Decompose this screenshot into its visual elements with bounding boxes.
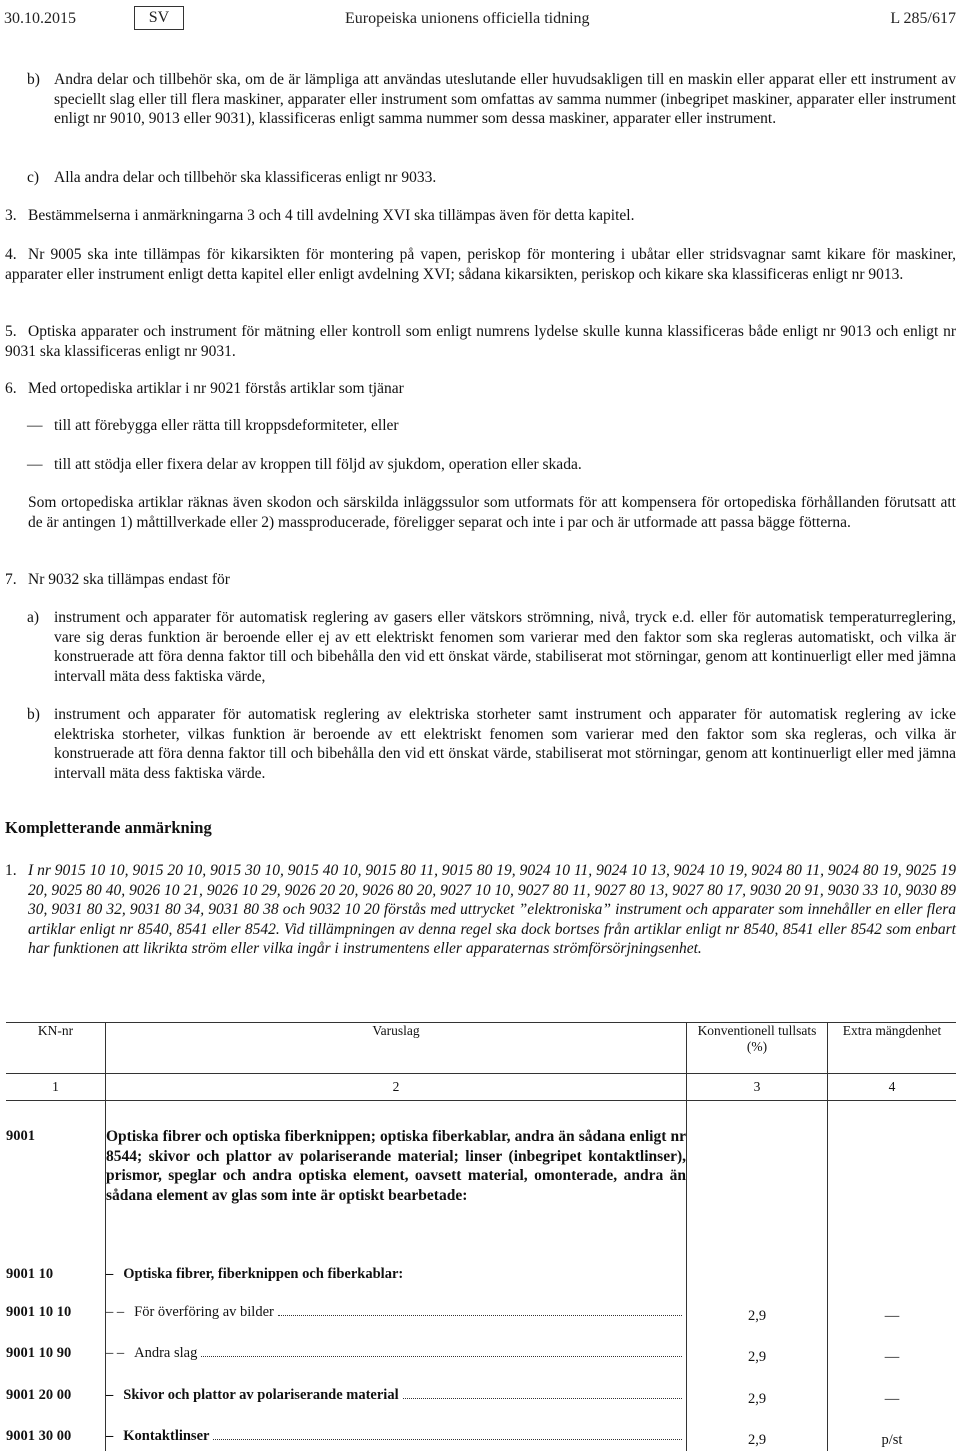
prefix-dash: –: [106, 1266, 114, 1282]
kn-code: 9001 30 00: [6, 1428, 72, 1444]
item-description: Kontaktlinser: [123, 1428, 210, 1444]
kn-code: 9001: [6, 1128, 35, 1144]
dash-mark: —: [27, 417, 43, 434]
header-date: 30.10.2015: [4, 10, 76, 27]
note-7a-text: instrument och apparater för automatisk reglering av gasers eller vätskors strömning, nivå, tryck e.d. eller för automatisk temperaturreglering, vare sig deras funktion är beroende eller ej av ett elektriskt fenomen som varierar med den faktor som ska regleras automatiskt, och vilka är konstruerade att föra denna faktor till och bibehålla den vid ett önskat värde, stabiliserat mot störningar, genom att kontinuerligt eller med jämna intervall mäta dess faktiska värde,: [54, 609, 956, 685]
supplementary-1-text: I nr 9015 10 10, 9015 20 10, 9015 30 10, 9015 40 10, 9015 80 11, 9015 80 19, 9024 10 11, 9024 10 13, 9024 10 19, 9024 80 11, 9024 80 19, 9025 19 20, 9025 80 40, 9026 10 21, 9026 10 29, 9026 20 20, 9026 80 20, 9027 10 10, 9027 80 11, 9027 80 13, 9027 80 17, 9030 20 91, 9030 33 10, 9030 89 30, 9031 80 32, 9031 80 34, 9031 80 38 och 9032 10 20 förstås med uttrycket ”elektroniska” instrument och apparater som innehåller en eller flera artiklar enligt nr 8540, 8541 eller 8542. Vid tillämpningen av denna regel ska dock bortses från artiklar enligt nr 8540, 8541 eller 8542 som enbart har funktionen att likrikta ström eller vilka ingår i instrumentens eller apparaternas strömförsörjningsenhet.: [28, 862, 956, 957]
col-number-4: 4: [828, 1074, 957, 1101]
supplementary-unit: [828, 1101, 957, 1246]
kn-code: 9001 10: [6, 1266, 54, 1282]
duty-rate: [687, 1245, 828, 1285]
supplementary-unit: [828, 1245, 957, 1285]
note-4-text: Nr 9005 ska inte tillämpas för kikarsikten för montering på vapen, periskop för montering i ubåtar eller stridsvagnar samt kikare för maskiner, apparater eller instrument enligt detta kapitel eller enligt avdelning XVI; sådana kikarsikten, periskop och kikare ska klassificeras enligt nr 9013.: [5, 246, 956, 283]
item-description-cell: [106, 1285, 687, 1327]
duty-rate: [687, 1101, 828, 1246]
note-5-text: Optiska apparater och instrument för mätning eller kontroll som enligt numrens lydelse skulle kunna klassificeras både enligt nr 9013 och enligt nr 9031 ska klassificeras enligt nr 9031.: [5, 323, 956, 360]
prefix-dash: –: [106, 1428, 114, 1444]
table-row: [6, 1368, 956, 1410]
note-4-label: 4.: [5, 246, 17, 263]
col-header-desc: Varuslag: [106, 1023, 687, 1074]
dot-leader: [278, 1315, 682, 1316]
note-7a-label: a): [27, 609, 40, 626]
item-description-cell: [106, 1326, 687, 1368]
note-5-label: 5.: [5, 323, 17, 340]
page-number: L 285/617: [890, 10, 956, 27]
col-header-unit: Extra mängdenhet: [828, 1023, 957, 1074]
table-header-row: [6, 1023, 956, 1074]
col-number-1: 1: [6, 1074, 106, 1101]
item-b-label: b): [27, 71, 40, 88]
table-row: [6, 1326, 956, 1368]
note-7-text: Nr 9032 ska tillämpas endast för: [28, 571, 230, 588]
note-7b-label: b): [27, 706, 40, 723]
duty-rate: 2,9: [687, 1368, 828, 1410]
item-description-cell: [106, 1409, 687, 1451]
dot-leader: [201, 1356, 682, 1357]
kn-code: 9001 10 90: [6, 1345, 72, 1361]
page-header: [0, 6, 960, 30]
supplementary-unit: —: [828, 1326, 957, 1368]
dot-leader: [403, 1398, 682, 1399]
item-description-cell: [106, 1368, 687, 1410]
note-6-text: Med ortopediska artiklar i nr 9021 förstås artiklar som tjänar: [28, 380, 404, 397]
dash-mark: —: [27, 456, 43, 473]
prefix-dash: –: [106, 1386, 114, 1403]
supplementary-heading: Kompletterande anmärkning: [5, 818, 212, 837]
item-b-text: Andra delar och tillbehör ska, om de är lämpliga att användas uteslutande eller huvudsakligen till en maskin eller apparat eller ett instrument av speciellt slag eller till flera maskiner, apparater eller instrument som omfattas av samma nummer (inbegripet maskiner, apparater eller instrument enligt nr 9010, 9013 eller 9031), klassificeras enligt samma nummer som dessa maskiner, apparater eller instrument.: [54, 71, 956, 127]
kn-code: 9001 10 10: [6, 1303, 72, 1320]
journal-title: Europeiska unionens officiella tidning: [345, 10, 590, 27]
language-badge: SV: [134, 6, 184, 30]
tariff-table: [6, 1022, 956, 1451]
col-number-2: 2: [106, 1074, 687, 1101]
table-row: [6, 1285, 956, 1327]
note-6-paragraph: Som ortopediska artiklar räknas även skodon och särskilda inläggssulor som utformats för att kompensera för ortopediska förhållanden förutsatt att de är antingen 1) måttillverkade eller 2) massproducerade, föreligger separat och inte i par och är utformade att passa bägge fötterna.: [28, 494, 956, 531]
table-row: [6, 1101, 956, 1246]
table-number-row: [6, 1074, 956, 1101]
note-6-dash-2: till att stödja eller fixera delar av kroppen till följd av sjukdom, operation eller skada.: [54, 456, 582, 473]
note-7b-text: instrument och apparater för automatisk reglering av elektriska storheter samt instrument och apparater för automatisk reglering av icke elektriska storheter, vilkas funktion är beroende av ett elektriskt fenomen som varierar med den faktor som ska regleras, och vilka är konstruerade att föra denna faktor till och bibehålla den vid ett önskat värde, stabiliserat mot störningar, genom att kontinuerligt eller med jämna intervall mäta dess faktiska värde.: [54, 706, 956, 782]
duty-rate: 2,9: [687, 1409, 828, 1451]
kn-code: 9001 20 00: [6, 1386, 72, 1403]
item-description: Skivor och plattor av polariserande material: [123, 1386, 399, 1403]
prefix-dash: – –: [106, 1303, 125, 1320]
item-description: Andra slag: [134, 1345, 198, 1361]
supplementary-unit: —: [828, 1285, 957, 1327]
note-3-text: Bestämmelserna i anmärkningarna 3 och 4 till avdelning XVI ska tillämpas även för detta kapitel.: [28, 207, 635, 224]
supplementary-1-label: 1.: [5, 862, 17, 879]
note-3-label: 3.: [5, 207, 17, 224]
note-6-dash-1: till att förebygga eller rätta till kroppsdeformiteter, eller: [54, 417, 399, 434]
item-description: För överföring av bilder: [134, 1303, 274, 1320]
col-header-kn: KN-nr: [6, 1023, 106, 1074]
note-6-label: 6.: [5, 380, 17, 397]
supplementary-unit: —: [828, 1368, 957, 1410]
item-description: Optiska fibrer, fiberknippen och fiberkablar:: [123, 1266, 404, 1282]
table-row: [6, 1245, 956, 1285]
col-number-3: 3: [687, 1074, 828, 1101]
note-7-label: 7.: [5, 571, 17, 588]
item-c-label: c): [27, 169, 40, 186]
item-c-text: Alla andra delar och tillbehör ska klassificeras enligt nr 9033.: [54, 169, 437, 186]
duty-rate: 2,9: [687, 1326, 828, 1368]
item-description-cell: [106, 1245, 687, 1285]
item-description: Optiska fibrer och optiska fiberknippen; optiska fiberkablar, andra än sådana enligt nr 8544; skivor och plattor av polariserande material; linser (inbegripet kontaktlinser), prismor, speglar och andra optiska element, oavsett material, omonterade, andra än sådana element av glas som inte är optiskt bearbetade:: [106, 1101, 687, 1246]
prefix-dash: – –: [106, 1345, 125, 1361]
dot-leader: [213, 1439, 682, 1440]
col-header-duty: Konventionell tullsats (%): [687, 1023, 828, 1074]
duty-rate: 2,9: [687, 1285, 828, 1327]
table-row: [6, 1409, 956, 1451]
supplementary-unit: p/st: [828, 1409, 957, 1451]
